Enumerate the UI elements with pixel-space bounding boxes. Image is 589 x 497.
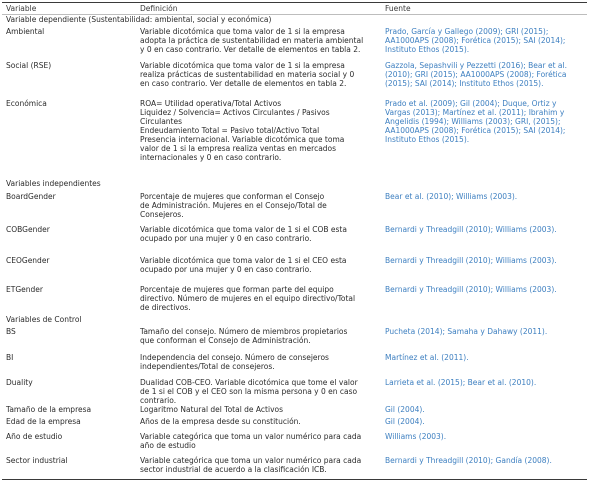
cell-definicion xyxy=(140,417,378,426)
fuente-line: Bear et al. (2010); Williams (2003). xyxy=(385,192,518,201)
cell-definicion xyxy=(140,327,378,345)
definicion-line: año de estudio xyxy=(140,441,196,450)
cell-fuente xyxy=(385,61,585,88)
cell-fuente xyxy=(385,456,585,465)
header-fuente: Fuente xyxy=(385,4,411,13)
definicion-line: Consejeros. xyxy=(140,210,184,219)
fuente-line: Larrieta et al. (2015); Bear et al. (2010). xyxy=(385,378,537,387)
cell-definicion xyxy=(140,61,378,88)
cell-variable: Social (RSE) xyxy=(6,61,52,70)
cell-variable: Sector industrial xyxy=(6,456,68,465)
fuente-line: (2015); SAI (2014); Instituto Ethos (2015). xyxy=(385,79,544,88)
cell-fuente xyxy=(385,432,585,441)
cell-fuente xyxy=(385,285,585,294)
definicion-line: Variable dicotómica que toma valor de 1 si la empresa xyxy=(140,61,345,70)
cell-fuente xyxy=(385,225,585,234)
cell-definicion xyxy=(140,405,378,414)
cell-fuente xyxy=(385,417,585,426)
definicion-line: Endeudamiento Total = Pasivo total/Activo Total xyxy=(140,126,320,135)
cell-definicion xyxy=(140,256,378,274)
fuente-line: Gazzola, Sepashvili y Pezzetti (2016); Bear et al. xyxy=(385,61,567,70)
definicion-line: Tamaño del consejo. Número de miembros propietarios xyxy=(140,327,348,336)
definicion-line: Circulantes xyxy=(140,117,183,126)
definicion-line: directivo. Número de mujeres en el equipo directivo/Total xyxy=(140,294,356,303)
definicion-line: de Administración. Mujeres en el Consejo/Total de xyxy=(140,201,327,210)
definicion-line: Porcentaje de mujeres que conforman el Consejo xyxy=(140,192,325,201)
cell-fuente xyxy=(385,353,585,362)
fuente-line: Gil (2004). xyxy=(385,417,425,426)
cell-fuente xyxy=(385,327,585,336)
cell-definicion xyxy=(140,99,378,162)
cell-definicion xyxy=(140,456,378,474)
definicion-line: Porcentaje de mujeres que forman parte del equipo xyxy=(140,285,334,294)
cell-variable: Duality xyxy=(6,378,33,387)
cell-variable: BI xyxy=(6,353,14,362)
cell-fuente xyxy=(385,192,585,201)
fuente-line: Angelidis (1994); Williams (2003); GRI, (2015); xyxy=(385,117,561,126)
definicion-line: ROA= Utilidad operativa/Total Activos xyxy=(140,99,282,108)
cell-definicion xyxy=(140,225,378,243)
definicion-line: Variable dicotómica que toma valor de 1 si el CEO esta xyxy=(140,256,347,265)
definicion-line: ocupado por una mujer y 0 en caso contrario. xyxy=(140,265,312,274)
cell-definicion xyxy=(140,378,378,405)
cell-fuente xyxy=(385,405,585,414)
fuente-line: Bernardi y Threadgill (2010); Williams (2003). xyxy=(385,225,557,234)
definicion-line: que conforman el Consejo de Administración. xyxy=(140,336,311,345)
definicion-line: Variable dicotómica que toma valor de 1 si el COB esta xyxy=(140,225,347,234)
fuente-line: Pucheta (2014); Samaha y Dahawy (2011). xyxy=(385,327,548,336)
group-heading: Variables de Control xyxy=(6,315,82,324)
definicion-line: Variable categórica que toma un valor numérico para cada xyxy=(140,432,362,441)
cell-variable: Año de estudio xyxy=(6,432,63,441)
definicion-line: independientes/Total de consejeros. xyxy=(140,362,275,371)
cell-variable: ETGender xyxy=(6,285,43,294)
definicion-line: realiza prácticas de sustentabilidad en materia social y 0 xyxy=(140,70,355,79)
fuente-line: Bernardi y Threadgill (2010); Gandía (2008). xyxy=(385,456,552,465)
table-bottom-rule xyxy=(2,479,587,480)
cell-variable: Ambiental xyxy=(6,27,45,36)
definicion-line: Años de la empresa desde su constitución. xyxy=(140,417,301,426)
cell-variable: Tamaño de la empresa xyxy=(6,405,92,414)
cell-variable: BS xyxy=(6,327,16,336)
definicion-line: de directivos. xyxy=(140,303,191,312)
cell-definicion xyxy=(140,27,378,54)
fuente-line: (2010); GRI (2015); AA1000APS (2008); Forética xyxy=(385,70,567,79)
definicion-line: y 0 en caso contrario. Ver detalle de elementos en tabla 2. xyxy=(140,45,361,54)
definicion-line: contrario. xyxy=(140,396,177,405)
fuente-line: Martínez et al. (2011). xyxy=(385,353,469,362)
fuente-line: Bernardi y Threadgill (2010); Williams (2003). xyxy=(385,285,557,294)
cell-variable: Edad de la empresa xyxy=(6,417,81,426)
definicion-line: Logaritmo Natural del Total de Activos xyxy=(140,405,284,414)
header-variable: Variable xyxy=(6,4,37,13)
cell-variable: CEOGender xyxy=(6,256,50,265)
fuente-line: AA1000APS (2008); Forética (2015); SAI (2014); xyxy=(385,36,566,45)
cell-fuente xyxy=(385,378,585,387)
definicion-line: Variable dicotómica que toma valor de 1 si la empresa xyxy=(140,27,345,36)
definicion-line: en caso contrario. Ver detalle de elementos en tabla 2. xyxy=(140,79,347,88)
fuente-line: Bernardi y Threadgill (2010); Williams (2003). xyxy=(385,256,557,265)
definicion-line: Variable categórica que toma un valor numérico para cada xyxy=(140,456,362,465)
fuente-line: Instituto Ethos (2015). xyxy=(385,135,470,144)
definicion-line: de 1 si el COB y el CEO son la misma persona y 0 en caso xyxy=(140,387,358,396)
cell-variable: Económica xyxy=(6,99,47,108)
cell-variable: BoardGender xyxy=(6,192,56,201)
fuente-line: Instituto Ethos (2015). xyxy=(385,45,470,54)
definicion-line: ocupado por una mujer y 0 en caso contrario. xyxy=(140,234,312,243)
fuente-line: Prado et al. (2009); Gil (2004); Duque, Ortiz y xyxy=(385,99,557,108)
definicion-line: adopta la práctica de sustentabilidad en materia ambiental xyxy=(140,36,364,45)
cell-variable: COBGender xyxy=(6,225,50,234)
header-definicion: Definición xyxy=(140,4,178,13)
cell-fuente xyxy=(385,27,585,54)
cell-fuente xyxy=(385,256,585,265)
fuente-line: Williams (2003). xyxy=(385,432,447,441)
fuente-line: Gil (2004). xyxy=(385,405,425,414)
group-heading: Variable dependiente (Sustentabilidad: ambiental, social y económica) xyxy=(6,15,272,24)
definicion-line: Independencia del consejo. Número de consejeros xyxy=(140,353,329,362)
cell-definicion xyxy=(140,353,378,371)
definicion-line: Presencia internacional. Variable dicotómica que toma xyxy=(140,135,345,144)
fuente-line: AA1000APS (2008); Forética (2015); SAI (2014); xyxy=(385,126,566,135)
cell-definicion xyxy=(140,192,378,219)
definicion-line: Liquidez / Solvencia= Activos Circulantes / Pasivos xyxy=(140,108,330,117)
cell-fuente xyxy=(385,99,585,144)
definicion-line: sector industrial de acuerdo a la clasificación ICB. xyxy=(140,465,327,474)
fuente-line: Vargas (2013); Martínez et al. (2011); Ibrahim y xyxy=(385,108,565,117)
cell-definicion xyxy=(140,285,378,312)
table-top-rule xyxy=(2,2,587,3)
definicion-line: internacionales y 0 en caso contrario. xyxy=(140,153,282,162)
cell-definicion xyxy=(140,432,378,450)
fuente-line: Prado, García y Gallego (2009); GRI (2015); xyxy=(385,27,549,36)
definicion-line: valor de 1 si la empresa realiza ventas en mercados xyxy=(140,144,337,153)
group-heading: Variables independientes xyxy=(6,179,101,188)
definicion-line: Dualidad COB-CEO. Variable dicotómica que tome el valor xyxy=(140,378,358,387)
